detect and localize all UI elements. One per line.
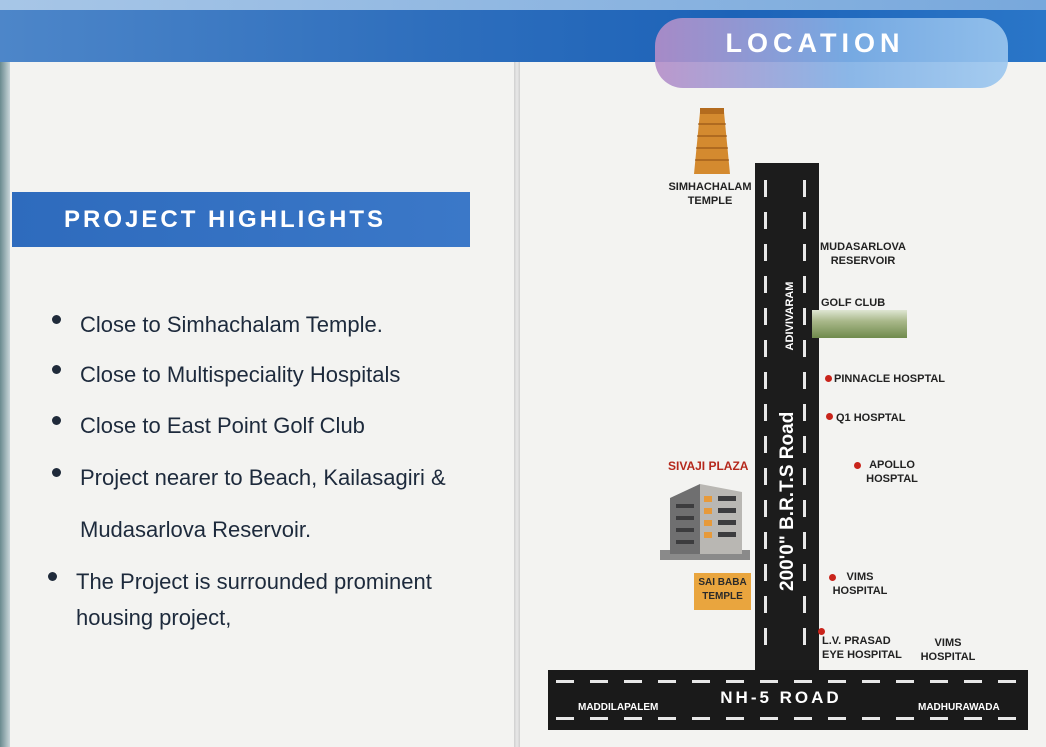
hospital-marker-icon	[825, 375, 832, 382]
bullet-icon	[52, 416, 61, 425]
q1-label: Q1 HOSPTAL	[836, 412, 906, 424]
lane-dash	[764, 308, 767, 325]
mudasarlova-label: MUDASARLOVA RESERVOIR	[820, 241, 906, 267]
lane-dash	[764, 340, 767, 357]
lane-dash	[624, 717, 642, 720]
lane-dash	[803, 212, 806, 229]
lane-dash	[803, 404, 806, 421]
lane-dash	[803, 276, 806, 293]
lane-dash	[803, 596, 806, 613]
lane-dash	[803, 308, 806, 325]
lane-dash	[590, 680, 608, 683]
lane-dash	[828, 717, 846, 720]
pinnacle-label: PINNACLE HOSPTAL	[834, 373, 946, 385]
brts-road-label: 200'0" B.R.T.S Road	[777, 411, 798, 591]
vims-label: VIMS HOSPITAL	[832, 571, 888, 597]
lane-dash	[896, 680, 914, 683]
lane-dash	[964, 717, 982, 720]
vims-label-2: VIMS HOSPITAL	[920, 637, 976, 663]
lane-dash	[764, 500, 767, 517]
column-divider	[514, 62, 520, 747]
golf-club-label: GOLF CLUB	[821, 297, 886, 309]
sai-baba-label: SAI BABA TEMPLE	[698, 577, 747, 602]
highlights-banner	[12, 192, 470, 247]
lane-dash	[828, 680, 846, 683]
lane-dash	[803, 340, 806, 357]
lane-dash	[794, 680, 812, 683]
lane-dash	[764, 276, 767, 293]
lane-dash	[764, 436, 767, 453]
lane-dash	[803, 532, 806, 549]
lane-dash	[692, 680, 710, 683]
lane-dash	[794, 717, 812, 720]
lane-dash	[764, 212, 767, 229]
temple-icon	[686, 108, 738, 174]
page-edge	[0, 0, 10, 747]
lane-dash	[930, 680, 948, 683]
lane-dash	[764, 468, 767, 485]
lane-dash	[998, 717, 1016, 720]
bullet-icon	[52, 315, 61, 324]
hospital-marker-icon	[826, 413, 833, 420]
lane-dash	[760, 717, 778, 720]
lane-dash	[803, 500, 806, 517]
lane-dash	[764, 532, 767, 549]
bullet-icon	[48, 572, 57, 581]
lane-dash	[764, 180, 767, 197]
lane-dash	[556, 680, 574, 683]
lane-dash	[764, 244, 767, 261]
lane-dash	[862, 717, 880, 720]
madhurawada-label: MADHURAWADA	[918, 702, 1000, 713]
adivivaram-label: ADIVIVARAM	[784, 281, 796, 351]
location-heading: LOCATION	[725, 28, 905, 58]
lane-dash	[998, 680, 1016, 683]
golf-course-image	[812, 310, 907, 338]
lane-dash	[803, 564, 806, 581]
lane-dash	[964, 680, 982, 683]
hospital-marker-icon	[854, 462, 861, 469]
lane-dash	[764, 628, 767, 645]
lane-dash	[692, 717, 710, 720]
building-icon	[660, 478, 750, 560]
highlights-title: PROJECT HIGHLIGHTS	[64, 206, 387, 233]
lane-dash	[803, 468, 806, 485]
bullet-icon	[52, 365, 61, 374]
sai-baba-temple-box	[694, 573, 751, 610]
lane-dash	[896, 717, 914, 720]
lane-dash	[764, 372, 767, 389]
lane-dash	[803, 372, 806, 389]
lane-dash	[760, 680, 778, 683]
sivaji-plaza-label: SIVAJI PLAZA	[668, 459, 749, 473]
lv-prasad-label: L.V. PRASAD EYE HOSPITAL	[822, 635, 902, 661]
lane-dash	[803, 628, 806, 645]
maddilapalem-label: MADDILAPALEM	[578, 702, 659, 713]
lane-dash	[803, 436, 806, 453]
lane-dash	[658, 717, 676, 720]
simhachalam-label: SIMHACHALAM TEMPLE	[668, 181, 752, 207]
lane-dash	[726, 680, 744, 683]
nh5-road-label: NH-5 ROAD	[720, 688, 842, 707]
lane-dash	[930, 717, 948, 720]
lane-dash	[726, 717, 744, 720]
lane-dash	[624, 680, 642, 683]
lane-dash	[764, 404, 767, 421]
lane-dash	[590, 717, 608, 720]
lane-dash	[803, 244, 806, 261]
lane-dash	[862, 680, 880, 683]
lane-dash	[803, 180, 806, 197]
lane-dash	[658, 680, 676, 683]
bullet-icon	[52, 468, 61, 477]
lane-dash	[764, 564, 767, 581]
lane-dash	[556, 717, 574, 720]
lane-dash	[764, 596, 767, 613]
apollo-label: APOLLO HOSPTAL	[866, 459, 918, 485]
